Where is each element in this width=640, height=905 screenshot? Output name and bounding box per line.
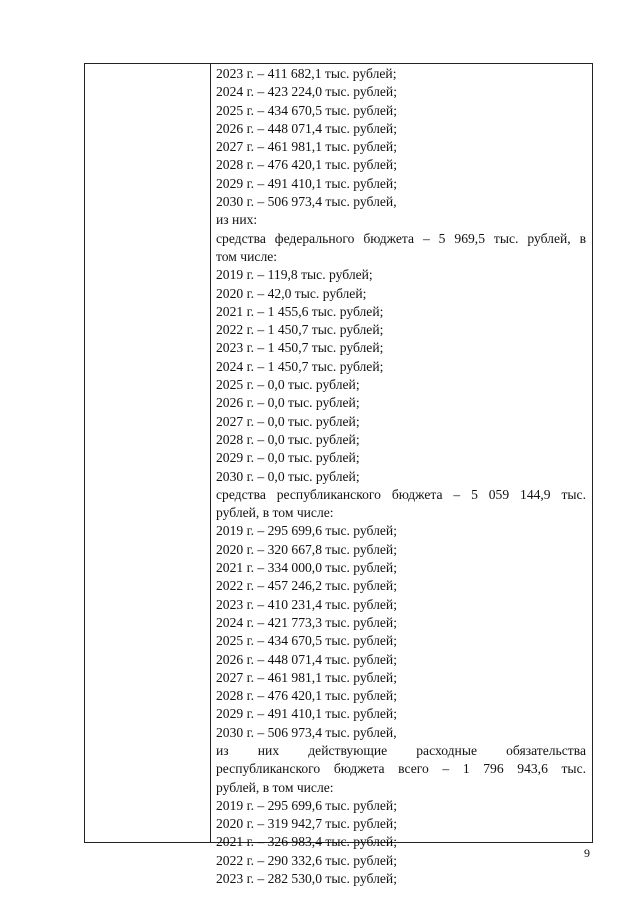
text-line: 2030 г. – 0,0 тыс. рублей; (216, 468, 360, 484)
program-table (84, 63, 593, 887)
funding-cell (216, 65, 586, 888)
text-line: 2028 г. – 476 420,1 тыс. рублей; (216, 688, 397, 704)
text-line: 2021 г. – 1 455,6 тыс. рублей; (216, 303, 384, 319)
text-line: 2024 г. – 1 450,7 тыс. рублей; (216, 358, 384, 374)
text-line: средства республиканского бюджета – 5 059 144,9 тыс. (216, 486, 586, 502)
text-line: 2024 г. – 421 773,3 тыс. рублей; (216, 614, 397, 630)
text-line: 2028 г. – 476 420,1 тыс. рублей; (216, 157, 397, 173)
text-line: 2022 г. – 1 450,7 тыс. рублей; (216, 322, 384, 338)
text-line: 2029 г. – 491 410,1 тыс. рублей; (216, 706, 397, 722)
text-line: 2029 г. – 0,0 тыс. рублей; (216, 450, 360, 466)
text-line: 2021 г. – 326 983,4 тыс. рублей; (216, 834, 397, 850)
text-line: республиканского бюджета всего – 1 796 943,6 тыс. (216, 761, 586, 777)
text-line: рублей, в том числе: (216, 505, 334, 521)
text-line: 2023 г. – 411 682,1 тыс. рублей; (216, 66, 397, 81)
text-line: 2025 г. – 434 670,5 тыс. рублей; (216, 633, 397, 649)
text-line: 2030 г. – 506 973,4 тыс. рублей, (216, 194, 397, 210)
text-line: 2022 г. – 457 246,2 тыс. рублей; (216, 578, 397, 594)
text-line: 2023 г. – 410 231,4 тыс. рублей; (216, 596, 397, 612)
text-line: 2027 г. – 461 981,1 тыс. рублей; (216, 669, 397, 685)
text-line: 2021 г. – 334 000,0 тыс. рублей; (216, 560, 397, 576)
text-line: 2027 г. – 461 981,1 тыс. рублей; (216, 139, 397, 155)
text-line: 2019 г. – 295 699,6 тыс. рублей; (216, 523, 397, 539)
column-divider (210, 64, 211, 842)
page-number: 9 (584, 846, 590, 860)
text-line: 2020 г. – 319 942,7 тыс. рублей; (216, 816, 397, 832)
text-line: 2022 г. – 290 332,6 тыс. рублей; (216, 852, 397, 868)
text-line: 2026 г. – 0,0 тыс. рублей; (216, 395, 360, 411)
text-line: 2029 г. – 491 410,1 тыс. рублей; (216, 175, 397, 191)
text-line: 2024 г. – 423 224,0 тыс. рублей; (216, 84, 397, 100)
text-line: из них: (216, 212, 258, 228)
text-line: 2019 г. – 119,8 тыс. рублей; (216, 267, 373, 283)
text-line: том числе: (216, 248, 278, 264)
text-line: 2023 г. – 282 530,0 тыс. рублей; (216, 871, 397, 887)
text-line: 2026 г. – 448 071,4 тыс. рублей; (216, 120, 397, 136)
text-line: 2023 г. – 1 450,7 тыс. рублей; (216, 340, 384, 356)
text-line: 2030 г. – 506 973,4 тыс. рублей, (216, 724, 397, 740)
text-line: 2020 г. – 320 667,8 тыс. рублей; (216, 541, 397, 557)
text-line: из них действующие расходные обязательства (216, 742, 586, 758)
text-line: 2019 г. – 295 699,6 тыс. рублей; (216, 797, 397, 813)
text-line: 2025 г. – 0,0 тыс. рублей; (216, 377, 360, 393)
text-line: 2028 г. – 0,0 тыс. рублей; (216, 431, 360, 447)
text-line: средства федерального бюджета – 5 969,5 тыс. рублей, в (216, 230, 586, 246)
text-line: рублей, в том числе: (216, 779, 334, 795)
text-line: 2025 г. – 434 670,5 тыс. рублей; (216, 102, 397, 118)
text-line: 2027 г. – 0,0 тыс. рублей; (216, 413, 360, 429)
text-line: 2026 г. – 448 071,4 тыс. рублей; (216, 651, 397, 667)
text-line: 2020 г. – 42,0 тыс. рублей; (216, 285, 367, 301)
